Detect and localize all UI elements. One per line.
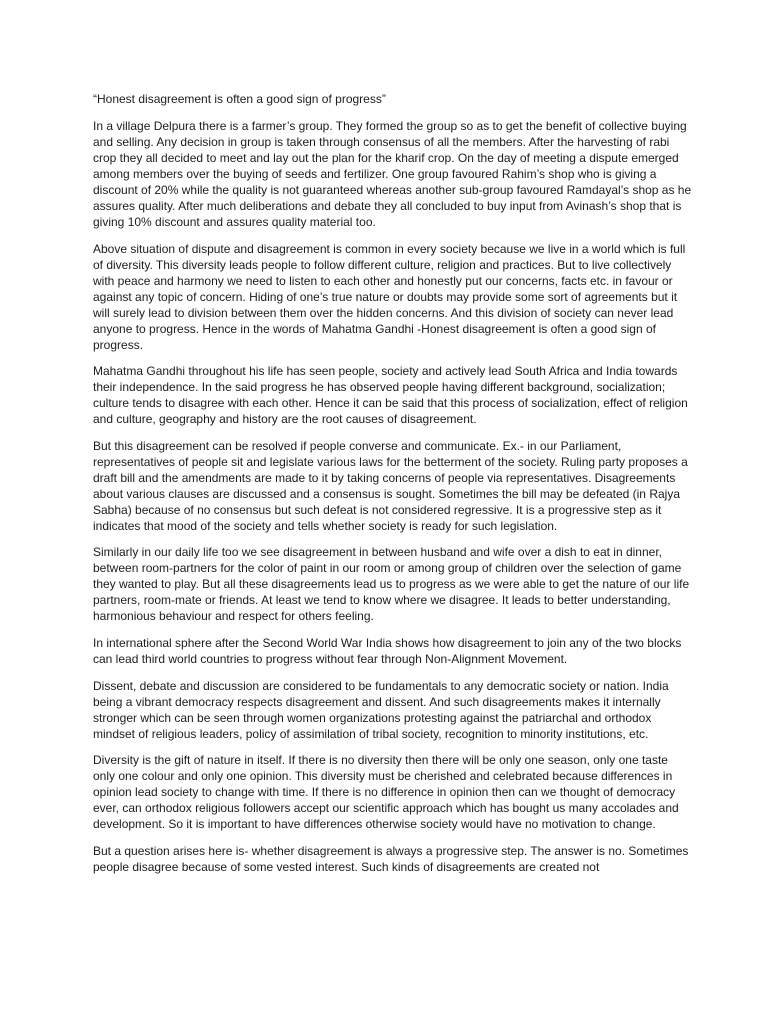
essay-title: “Honest disagreement is often a good sign of progress” [93, 92, 386, 106]
paragraph-2: Above situation of dispute and disagreement is common in every society because we live in a world which is full of diversity. This diversity leads people to follow different culture, religion and practices. But to live collectively with peace and harmony we need to listen to each other and honestly put our concerns, facts etc. in favour or against any topic of concern. Hiding of one’s true nature or doubts may provide some sort of agreements but it will surely lead to division between them over the hidden concerns. And this division of society can never lead anyone to progress. Hence in the words of Mahatma Gandhi -Honest disagreement is often a good sign of progress. [93, 241, 686, 352]
paragraph-3: Mahatma Gandhi throughout his life has seen people, society and actively lead South Africa and India towards their independence. In the said progress he has observed people having different background, socialization; culture tends to disagree with each other. Hence it can be said that this process of socialization, effect of religion and culture, geography and history are the root causes of disagreement. [93, 364, 688, 427]
paragraph-5: Similarly in our daily life too we see disagreement in between husband and wife over a dish to eat in dinner, between room-partners for the color of paint in our room or among group of children over the selection of game they wanted to play. But all these disagreements lead us to progress as we were able to get the nature of our life partners, room-mate or friends. At least we tend to know where we disagree. It leads to better understanding, harmonious behaviour and respect for others feeling. [93, 545, 690, 624]
paragraph-6: In international sphere after the Second World War India shows how disagreement to join any of the two blocks can lead third world countries to progress without fear through Non-Alignment Movement. [93, 635, 682, 666]
paragraph-7: Dissent, debate and discussion are considered to be fundamentals to any democratic society or nation. India being a vibrant democracy respects disagreement and dissent. And such disagreements makes it internally stronger which can be seen through women organizations protesting against the patriarchal and orthodox mindset of religious leaders, policy of assimilation of tribal society, recognition to minority institutions, etc. [93, 678, 669, 741]
paragraph-8: Diversity is the gift of nature in itself. If there is no diversity then there will be only one season, only one taste only one colour and only one opinion. This diversity must be cherished and celebrated because differences in opinion lead society to change with time. If there is no difference in opinion then can we thought of democracy ever, can orthodox religious followers accept our scientific approach which has bought us many accolades and development. So it is important to have differences otherwise society would have no motivation to change. [93, 753, 679, 832]
paragraph-1: In a village Delpura there is a farmer’s group. They formed the group so as to get the benefit of collective buying and selling. Any decision in group is taken through consensus of all the members. After the harvesting of rabi crop they all decided to meet and lay out the plan for the kharif crop. On the day of meeting a dispute emerged among members over the buying of seeds and fertilizer. One group favoured Rahim’s shop who is giving a discount of 20% while the quality is not guaranteed whereas another sub-group favoured Ramdayal’s shop as he assures quality. After much deliberations and debate they all concluded to buy input from Avinash’s shop that is giving 10% discount and assures quality material too. [93, 119, 692, 229]
paragraph-4: But this disagreement can be resolved if people converse and communicate. Ex.- in our Parliament, representatives of people sit and legislate various laws for the betterment of the society. Ruling party proposes a draft bill and the amendments are made to it by taking concerns of people via representatives. Disagreements about various clauses are discussed and a consensus is sought. Sometimes the bill may be defeated (in Rajya Sabha) because of no consensus but such defeat is not considered regressive. It is a progressive step as it indicates that mood of the society and tells whether society is ready for such legislation. [93, 438, 688, 533]
paragraph-9: But a question arises here is- whether disagreement is always a progressive step. The answer is no. Sometimes people disagree because of some vested interest. Such kinds of disagreements are created not [93, 843, 689, 874]
document-body [93, 91, 693, 885]
